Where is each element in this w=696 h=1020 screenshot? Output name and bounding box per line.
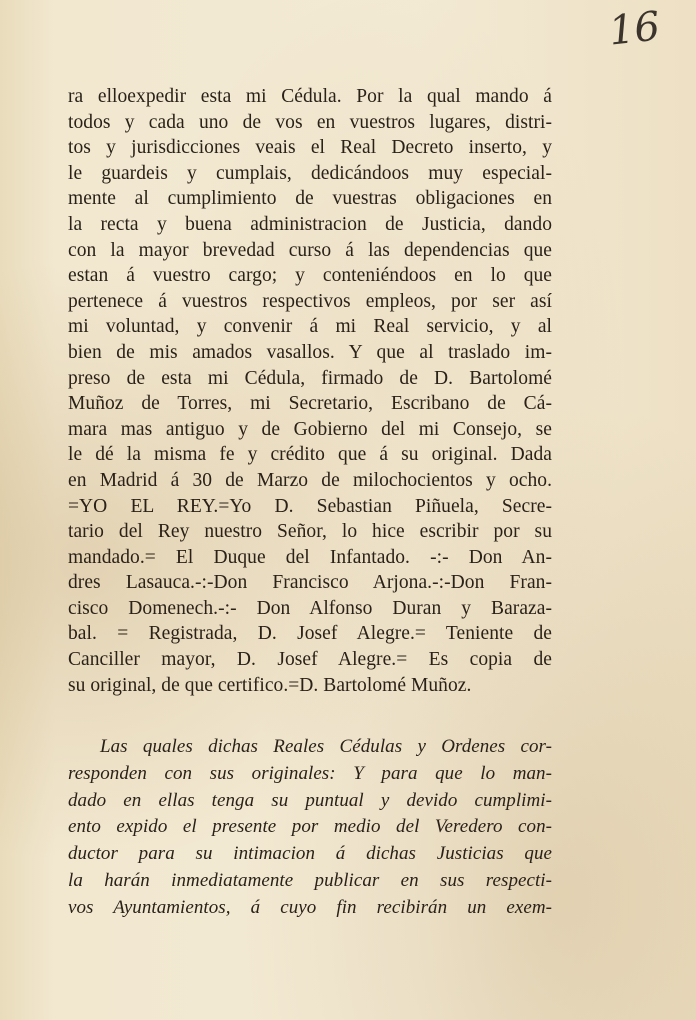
text-line: su original, de que certifico.=D. Bartolomé Muñoz. bbox=[68, 674, 472, 696]
text-line: con la mayor brevedad curso á las dependencias que bbox=[68, 239, 552, 261]
italic-line: ductor para su intimacion á dichas Justicias que bbox=[68, 843, 552, 865]
text-line: mandado.= El Duque del Infantado. -:- Don An- bbox=[68, 546, 552, 568]
page-number: 16 bbox=[606, 3, 663, 55]
text-line: estan á vuestro cargo; y conteniéndoos en lo que bbox=[68, 265, 552, 287]
text-line: todos y cada uno de vos en vuestros lugares, distri- bbox=[68, 111, 552, 133]
main-paragraph bbox=[68, 84, 552, 698]
text-line: bal. = Registrada, D. Josef Alegre.= Teniente de bbox=[68, 623, 552, 645]
italic-line: dado en ellas tenga su puntual y devido cumplimi- bbox=[68, 789, 552, 811]
italic-line: vos Ayuntamientos, á cuyo fin recibirán un exem- bbox=[68, 896, 552, 918]
text-line: tos y jurisdicciones veais el Real Decreto inserto, y bbox=[68, 137, 552, 159]
text-line: mente al cumplimiento de vuestras obligaciones en bbox=[68, 188, 552, 210]
text-line: cisco Domenech.-:- Don Alfonso Duran y Baraza- bbox=[68, 597, 552, 619]
text-line: =YO EL REY.=Yo D. Sebastian Piñuela, Secre- bbox=[68, 495, 552, 517]
italic-paragraph bbox=[68, 734, 552, 922]
text-line: preso de esta mi Cédula, firmado de D. Bartolomé bbox=[68, 367, 552, 389]
text-line: mara mas antiguo y de Gobierno del mi Consejo, se bbox=[68, 418, 552, 440]
text-line: Canciller mayor, D. Josef Alegre.= Es copia de bbox=[68, 649, 552, 671]
text-line: bien de mis amados vasallos. Y que al traslado im- bbox=[68, 341, 552, 363]
text-line: Muñoz de Torres, mi Secretario, Escribano de Cá- bbox=[68, 393, 552, 415]
italic-line: responden con sus originales: Y para que lo man- bbox=[68, 762, 552, 784]
text-line: dres Lasauca.-:-Don Francisco Arjona.-:-Don Fran- bbox=[68, 572, 552, 594]
text-line: la recta y buena administracion de Justicia, dando bbox=[68, 213, 552, 235]
text-line: le dé la misma fe y crédito que á su original. Dada bbox=[68, 444, 552, 466]
text-line: tario del Rey nuestro Señor, lo hice escribir por su bbox=[68, 521, 552, 543]
text-line: ra elloexpedir esta mi Cédula. Por la qual mando á bbox=[68, 86, 552, 107]
text-line: pertenece á vuestros respectivos empleos, por ser así bbox=[68, 290, 552, 312]
italic-line: ento expido el presente por medio del Veredero con- bbox=[68, 816, 552, 838]
text-line: en Madrid á 30 de Marzo de milochocientos y ocho. bbox=[68, 469, 552, 491]
italic-line: la harán inmediatamente publicar en sus respecti- bbox=[68, 869, 552, 891]
text-line: le guardeis y cumplais, dedicándoos muy especial- bbox=[68, 162, 552, 184]
text-line: mi voluntad, y convenir á mi Real servicio, y al bbox=[68, 316, 552, 338]
italic-line: Las quales dichas Reales Cédulas y Ordenes cor- bbox=[100, 736, 552, 757]
